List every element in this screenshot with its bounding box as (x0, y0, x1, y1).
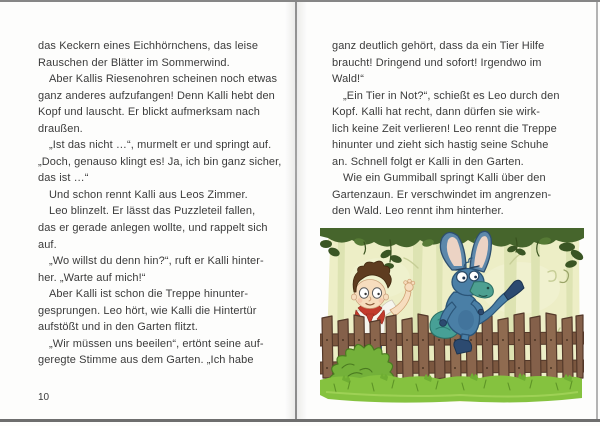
right-page (297, 2, 597, 419)
text-line: ganz anderes aufzufangen! Denn Kalli hebt den (38, 89, 275, 102)
left-page-text (38, 38, 283, 369)
text-line: Aber Kallis Riesenohren scheinen noch etwas (49, 73, 278, 86)
text-line: auf. (38, 238, 57, 251)
text-line: Aber Kalli ist schon die Treppe hinunter- (49, 288, 249, 301)
book-edge-top (0, 0, 600, 2)
book-edge-bottom (0, 419, 600, 422)
text-line: den Wald. Leo rennt ihm hinterher. (332, 205, 504, 218)
text-line: „Doch, genauso klingt es! Ja, ich bin ganz sicher, (38, 155, 282, 168)
text-line: Kopf. Kalli hat recht, dann dürfen sie wirk- (332, 106, 541, 119)
text-line: „Ein Tier in Not?“, schießt es Leo durch den (343, 89, 560, 102)
text-line: Leo blinzelt. Er lässt das Puzzleteil fallen, (49, 205, 256, 218)
text-line: das ist …“ (38, 172, 89, 185)
gutter-shadow-left (285, 2, 295, 419)
text-line: her. „Warte auf mich!“ (38, 271, 146, 284)
text-line: ganz deutlich gehört, dass da ein Tier Hilfe (332, 40, 545, 52)
text-line: Rauschen der Blätter im Sommerwind. (38, 56, 230, 69)
text-line: Kopf und lauscht. Er blickt aufmerksam nach (38, 106, 260, 119)
text-line: draußen. (38, 122, 83, 135)
text-line: an. Schnell folgt er Kalli in den Garten. (332, 155, 524, 168)
text-line: Gartenzaun. Er verschwindet im angrenzen- (332, 188, 552, 201)
page-edge-right (596, 2, 598, 419)
gutter-shadow-right (297, 2, 307, 419)
text-line: „Wir müssen uns beeilen“, ertönt seine auf- (49, 337, 264, 350)
text-line: „Wo willst du denn hin?“, ruft er Kalli hinter- (49, 255, 264, 268)
text-line: das Keckern eines Eichhörnchens, das leise (38, 40, 259, 52)
text-line: geregte Stimme aus dem Garten. „Ich habe (38, 354, 254, 367)
text-line: Wald!“ (332, 73, 364, 86)
story-illustration (320, 228, 584, 406)
text-line: „Ist das nicht …“, murmelt er und springt auf. (49, 139, 272, 152)
kalli-shoe-trailing (454, 339, 472, 354)
text-line: aufstößt und in den Garten flitzt. (38, 321, 198, 334)
text-line: das er gerade anlegen wollte, und rappelt sich (38, 222, 268, 235)
right-page-text (332, 38, 582, 220)
left-page (0, 2, 295, 419)
text-line: Wie ein Gummiball springt Kalli über den (343, 172, 546, 185)
text-line: gesprungen. Leo hört, wie Kalli die Hintertür (38, 304, 257, 317)
text-line: hinunter und zieht sich hastig seine Schuhe (332, 139, 549, 152)
page-number: 10 (38, 392, 50, 403)
text-line: Und schon rennt Kalli aus Leos Zimmer. (49, 188, 248, 201)
text-line: lich keine Zeit verlieren! Leo rennt die Treppe (332, 122, 557, 135)
page-gutter (295, 2, 297, 419)
text-line: braucht! Dringend und sofort! Irgendwo im (332, 56, 542, 69)
